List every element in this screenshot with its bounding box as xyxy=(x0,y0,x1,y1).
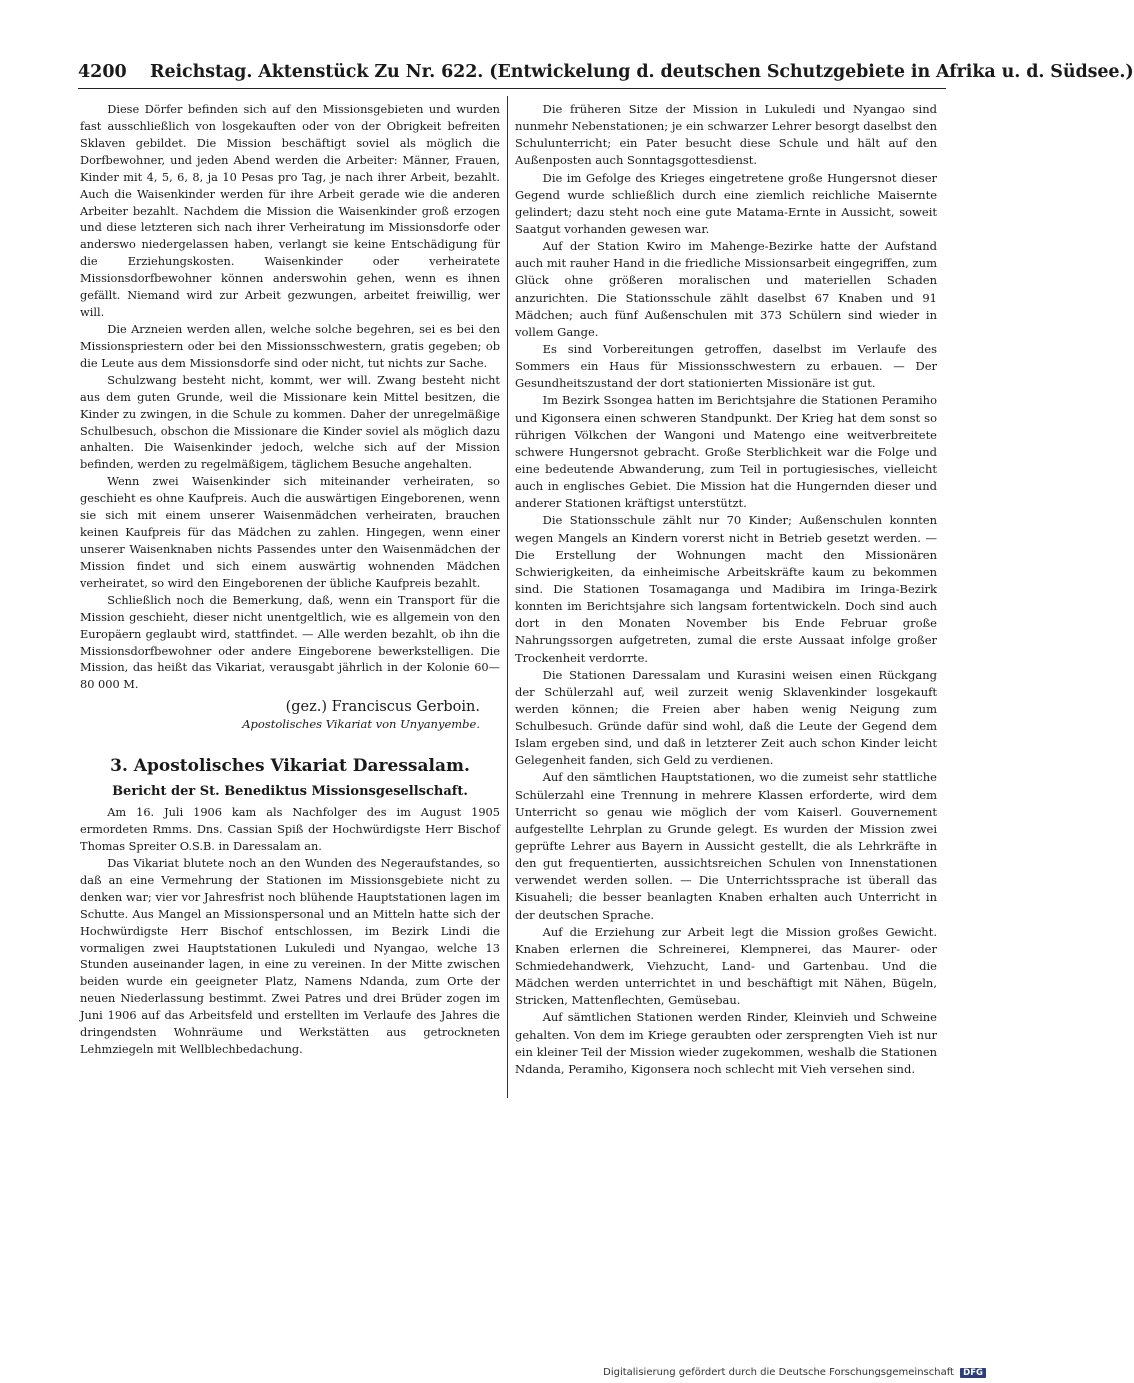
dfg-logo: DFG xyxy=(960,1368,986,1378)
signature-role: Apostolisches Vikariat von Unyanyembe. xyxy=(242,717,480,732)
paragraph: Auf den sämtlichen Hauptstationen, wo die zumeist sehr stattliche Schülerzahl eine Trennung in mehrere Klassen erforderte, wird dem Unterricht so genau wie möglich der vom Kaiserl. Gouvernement aufgestellte Lehrplan zu Grunde gelegt. Es wurden der Mission zwei geprüfte Lehrer aus Bayern in Aussicht gestellt, die als Lehrkräfte in den gut frequentierten, aussichtsreichen Schulen von Innenstationen verwendet werden sollen. — Die Unterrichtssprache ist überall das Kisuaheli; die besser beanlagten Knaben erhalten auch Unterricht in der deutschen Sprache. xyxy=(515,770,937,922)
paragraph: Im Bezirk Ssongea hatten im Berichtsjahre die Stationen Peramiho und Kigonsera einen schweren Standpunkt. Der Krieg hat dem sonst so rührigen Völkchen der Wangoni und Matengo eine weitverbreitete schwere Hungersnot gebracht. Große Sterblichkeit war die Folge und eine bedeutende Abwanderung, zum Teil in portugiesisches, vielleicht auch in englisches Gebiet. Die Mission hat die Hungernden dieser und anderer Stationen kräftigst unterstützt. xyxy=(515,393,937,511)
paragraph: Die im Gefolge des Krieges eingetretene große Hungersnot dieser Gegend wurde schließlich durch eine ziemlich reichliche Maisernte gelindert; dazu steht noch eine gute Matama-Ernte in Aussicht, soweit Saatgut vorhanden gewesen war. xyxy=(515,170,937,236)
column-divider xyxy=(507,96,508,1098)
page-header xyxy=(78,60,1134,89)
footer xyxy=(603,1367,986,1378)
funding-note: Digitalisierung gefördert durch die Deutsche Forschungsgemeinschaft xyxy=(603,1367,954,1378)
paragraph: Auf der Station Kwiro im Mahenge-Bezirke hatte der Aufstand auch mit rauher Hand in die friedliche Missionsarbeit eingegriffen, zum Glück ohne größeren moralischen und materiellen Schaden anzurichten. Die Stationsschule zählt daselbst 67 Knaben und 91 Mädchen; auch fünf Außenschulen mit 373 Schülern sind wieder in vollem Gange. xyxy=(515,239,937,339)
paragraph: Schulzwang besteht nicht, kommt, wer will. Zwang besteht nicht aus dem guten Grunde, weil die Missionare kein Mittel besitzen, die Kinder zu zwingen, in die Schule zu kommen. Daher der unregelmäßige Schulbesuch, obschon die Missionare die Kinder soviel als möglich dazu anhalten. Die Waisenkinder jedoch, welche sich auf der Mission befinden, werden zu regelmäßigem, täglichem Besuche angehalten. xyxy=(80,372,500,472)
right-column xyxy=(515,101,937,1078)
signature: (gez.) Franciscus Gerboin. xyxy=(285,699,480,716)
paragraph: Auf die Erziehung zur Arbeit legt die Mission großes Gewicht. Knaben erlernen die Schreinerei, Klempnerei, das Maurer- oder Schmiedehandwerk, Viehzucht, Land- und Gartenbau. Und die Mädchen werden unterrichtet in und beschäftigt mit Nähen, Bügeln, Stricken, Mattenflechten, Gemüsebau. xyxy=(515,924,937,1008)
running-title: Reichstag. Aktenstück Zu Nr. 622. (Entwickelung d. deutschen Schutzgebiete in Afrika u. d. Südsee.) xyxy=(150,62,1134,82)
page-number: 4200 xyxy=(78,62,127,82)
section-title: 3. Apostolisches Vikariat Daressalam. xyxy=(110,756,470,777)
left-column xyxy=(80,101,500,1058)
paragraph: Auf sämtlichen Stationen werden Rinder, Kleinvieh und Schweine gehalten. Von dem im Kriege geraubten oder zersprengten Vieh ist nur ein kleiner Teil der Mission wieder zugekommen, weshalb die Stationen Ndanda, Peramiho, Kigonsera noch schlecht mit Vieh versehen sind. xyxy=(515,1010,937,1076)
paragraph: Wenn zwei Waisenkinder sich miteinander verheiraten, so geschieht es ohne Kaufpreis. Auch die auswärtigen Eingeborenen, wenn sie sich mit einem unserer Waisenmädchen verheiraten, brauchen keinen Kaufpreis für das Mädchen zu zahlen. Hingegen, wenn einer unserer Waisenknaben nichts Passendes unter den Waisenmädchen der Mission findet und sich einem auswärtig wohnenden Mädchen verheiratet, so wird den Eingeborenen der übliche Kaufpreis bezahlt. xyxy=(80,474,500,590)
paragraph: Die früheren Sitze der Mission in Lukuledi und Nyangao sind nunmehr Nebenstationen; je ein schwarzer Lehrer besorgt daselbst den Schulunterricht; ein Pater besucht diese Schule und hält auf den Außenposten auch Sonntagsgottesdienst. xyxy=(515,102,937,168)
paragraph: Schließlich noch die Bemerkung, daß, wenn ein Transport für die Mission geschieht, dieser nicht unentgeltlich, wie es allgemein von den Europäern geglaubt wird, stattfindet. — Alle werden bezahlt, ob ihn die Missionsdorfbewohner oder andere Eingeborene bewerkstelligen. Die Mission, das heißt das Vikariat, verausgabt jährlich in der Kolonie 60—80 000 M. xyxy=(80,592,500,692)
paragraph: Die Stationsschule zählt nur 70 Kinder; Außenschulen konnten wegen Mangels an Kindern vorerst nicht in Betrieb gesetzt werden. — Die Erstellung der Wohnungen macht den Missionären Schwierigkeiten, da einheimische Arbeitskräfte kaum zu bekommen sind. Die Stationen Tosamaganga und Madibira im Iringa-Bezirk konnten im Berichtsjahre sich langsam fortentwickeln. Doch sind auch dort in den Monaten November bis Ende Februar große Nahrungssorgen aufgetreten, zumal die erste Aussaat infolge großer Trockenheit verdorrte. xyxy=(515,513,937,665)
section-subtitle: Bericht der St. Benediktus Missionsgesellschaft. xyxy=(112,784,468,800)
paragraph: Die Stationen Daressalam und Kurasini weisen einen Rückgang der Schülerzahl auf, weil zurzeit wenig Sklavenkinder losgekauft werden können; die Freien aber haben wenig Neigung zum Schulbesuch. Gründe dafür sind wohl, daß die Leute der Gegend dem Islam ergeben sind, und daß in letzterer Zeit auch schon Kinder leicht Gelegenheit fanden, sich Geld zu verdienen. xyxy=(515,667,937,768)
paragraph: Am 16. Juli 1906 kam als Nachfolger des im August 1905 ermordeten Rmms. Dns. Cassian Spiß der Hochwürdigste Herr Bischof Thomas Spreiter O.S.B. in Daressalam an. xyxy=(80,805,500,854)
paragraph: Es sind Vorbereitungen getroffen, daselbst im Verlaufe des Sommers ein Haus für Missionsschwestern zu erbauen. — Der Gesundheitszustand der dort stationierten Missionäre ist gut. xyxy=(515,341,937,391)
paragraph: Das Vikariat blutete noch an den Wunden des Negeraufstandes, so daß an eine Vermehrung der Stationen im Missionsgebiete nicht zu denken war; vier vor Jahresfrist noch blühende Hauptstationen lagen im Schutte. Aus Mangel an Missionspersonal und an Mitteln hatte sich der Hochwürdigste Herr Bischof entschlossen, im Bezirk Lindi die vormaligen zwei Hauptstationen Lukuledi und Nyangao, welche 13 Stunden auseinander lagen, in eine zu vereinen. In der Mitte zwischen beiden wurde ein geeigneter Platz, Namens Ndanda, zum Orte der neuen Niederlassung bestimmt. Zwei Patres und drei Brüder zogen im Juni 1906 auf das Arbeitsfeld und erstellten im Verlaufe des Jahres die dringendsten Wohnräume und Werkstätten aus getrockneten Lehmziegeln mit Wellblechbedachung. xyxy=(80,855,500,1057)
paragraph: Diese Dörfer befinden sich auf den Missionsgebieten und wurden fast ausschließlich von losgekauften oder von der Obrigkeit befreiten Sklaven gebildet. Die Mission beschäftigt soviel als möglich die Dorfbewohner, und jeden Abend werden die Arbeiter: Männer, Frauen, Kinder mit 4, 5, 6, 8, ja 10 Pesas pro Tag, je nach ihrer Arbeit, bezahlt. Auch die Waisenkinder werden für ihre Arbeit gerade wie die anderen Arbeiter bezahlt. Nachdem die Mission die Waisenkinder groß erzogen und diese letzteren sich nach ihrer Verheiratung im Missionsdorfe oder anderswo niedergelassen haben, verlangt sie keine Entschädigung für die Erziehungskosten. Waisenkinder oder verheiratete Missionsdorfbewohner können anderswohin gehen, wenn es ihnen gefällt. Niemand wird zur Arbeit gezwungen, arbeitet freiwillig, wer will. xyxy=(80,102,500,320)
paragraph: Die Arzneien werden allen, welche solche begehren, sei es bei den Missionspriestern oder bei den Missionsschwestern, gratis gegeben; ob die Leute aus dem Missionsdorfe sind oder nicht, tut nichts zur Sache. xyxy=(80,321,500,370)
